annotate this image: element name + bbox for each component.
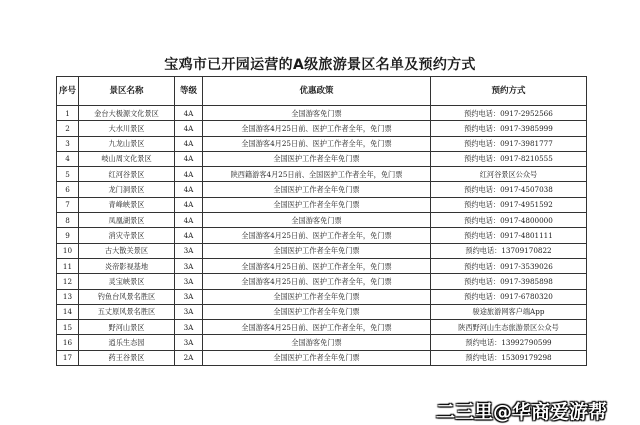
table-row: [57, 151, 587, 166]
row-number: 6: [57, 182, 79, 197]
row-number: 12: [57, 274, 79, 289]
scenic-spot-table: [56, 76, 587, 366]
discount-policy: 全国游客4月25日前、医护工作者全年，免门票: [203, 320, 431, 335]
spot-grade: 4A: [175, 197, 203, 212]
spot-name: 五丈原风景名胜区: [79, 304, 175, 319]
table-row: [57, 258, 587, 273]
row-number: 8: [57, 213, 79, 228]
booking-method: 骏途旅游网客户端App: [431, 304, 587, 319]
spot-name: 龙门洞景区: [79, 182, 175, 197]
table-row: [57, 167, 587, 182]
row-number: 3: [57, 136, 79, 151]
table-row: [57, 320, 587, 335]
row-number: 1: [57, 106, 79, 121]
spot-grade: 4A: [175, 106, 203, 121]
discount-policy: 全国游客4月25日前、医护工作者全年，免门票: [203, 228, 431, 243]
spot-grade: 3A: [175, 335, 203, 350]
booking-method: 预约电话：0917-8210555: [431, 151, 587, 166]
row-number: 14: [57, 304, 79, 319]
booking-method: 预约电话：0917-6780320: [431, 289, 587, 304]
header-policy: 优惠政策: [203, 77, 431, 106]
document-title: 宝鸡市已开园运营的A级旅游景区名单及预约方式: [164, 57, 476, 73]
table-row: [57, 197, 587, 212]
row-number: 10: [57, 243, 79, 258]
spot-grade: 4A: [175, 151, 203, 166]
row-number: 11: [57, 258, 79, 273]
spot-grade: 3A: [175, 320, 203, 335]
table-row: [57, 136, 587, 151]
table-row: [57, 350, 587, 365]
header-grade: 等级: [175, 77, 203, 106]
booking-method: 预约电话：0917-3985898: [431, 274, 587, 289]
booking-method: 预约电话：15309179298: [431, 350, 587, 365]
table-row: [57, 228, 587, 243]
spot-grade: 4A: [175, 167, 203, 182]
discount-policy: 全国游客4月25日前、医护工作者全年，免门票: [203, 258, 431, 273]
spot-name: 岐山周文化景区: [79, 151, 175, 166]
spot-name: 金台大极源文化景区: [79, 106, 175, 121]
row-number: 16: [57, 335, 79, 350]
booking-method: 预约电话：0917-4800000: [431, 213, 587, 228]
booking-method: 预约电话：0917-3539026: [431, 258, 587, 273]
booking-method: 陕西野河山生态旅游景区公众号: [431, 320, 587, 335]
discount-policy: 全国医护工作者全年免门票: [203, 197, 431, 212]
spot-grade: 3A: [175, 304, 203, 319]
row-number: 9: [57, 228, 79, 243]
discount-policy: 全国游客免门票: [203, 213, 431, 228]
spot-name: 消灾寺景区: [79, 228, 175, 243]
spot-grade: 3A: [175, 289, 203, 304]
booking-method: 预约电话：0917-2952566: [431, 106, 587, 121]
spot-name: 古大散关景区: [79, 243, 175, 258]
row-number: 17: [57, 350, 79, 365]
header-name: 景区名称: [79, 77, 175, 106]
row-number: 2: [57, 121, 79, 136]
discount-policy: 全国游客4月25日前、医护工作者全年，免门票: [203, 121, 431, 136]
table-row: [57, 106, 587, 121]
discount-policy: 全国医护工作者全年免门票: [203, 243, 431, 258]
row-number: 15: [57, 320, 79, 335]
spot-name: 凤凰湖景区: [79, 213, 175, 228]
discount-policy: 陕西籍游客4月25日前、全国医护工作者全年，免门票: [203, 167, 431, 182]
spot-name: 九龙山景区: [79, 136, 175, 151]
booking-method: 红河谷景区公众号: [431, 167, 587, 182]
table-row: [57, 304, 587, 319]
discount-policy: 全国游客4月25日前、医护工作者全年，免门票: [203, 274, 431, 289]
header-no: 序号: [57, 77, 79, 106]
row-number: 5: [57, 167, 79, 182]
spot-grade: 2A: [175, 350, 203, 365]
row-number: 13: [57, 289, 79, 304]
spot-grade: 3A: [175, 243, 203, 258]
booking-method: 预约电话：0917-3985999: [431, 121, 587, 136]
spot-name: 野河山景区: [79, 320, 175, 335]
table-row: [57, 243, 587, 258]
spot-grade: 4A: [175, 213, 203, 228]
table-header-row: [57, 77, 587, 106]
booking-method: 预约电话：13992790599: [431, 335, 587, 350]
spot-name: 炎帝影视基地: [79, 258, 175, 273]
booking-method: 预约电话：0917-4951592: [431, 197, 587, 212]
booking-method: 预约电话：0917-4801111: [431, 228, 587, 243]
watermark: 二三里@华商爱游帮: [436, 401, 608, 423]
table-row: [57, 182, 587, 197]
spot-name: 逍乐生态园: [79, 335, 175, 350]
discount-policy: 全国医护工作者全年免门票: [203, 304, 431, 319]
spot-name: 红河谷景区: [79, 167, 175, 182]
spot-grade: 4A: [175, 136, 203, 151]
table-row: [57, 213, 587, 228]
booking-method: 预约电话：13709170822: [431, 243, 587, 258]
booking-method: 预约电话：0917-4507038: [431, 182, 587, 197]
header-booking: 预约方式: [431, 77, 587, 106]
spot-name: 药王谷景区: [79, 350, 175, 365]
spot-name: 灵宝峡景区: [79, 274, 175, 289]
table-row: [57, 274, 587, 289]
row-number: 7: [57, 197, 79, 212]
discount-policy: 全国医护工作者全年免门票: [203, 182, 431, 197]
spot-grade: 4A: [175, 182, 203, 197]
table-body: [57, 106, 587, 366]
table-row: [57, 289, 587, 304]
discount-policy: 全国游客4月25日前、医护工作者全年，免门票: [203, 136, 431, 151]
discount-policy: 全国游客免门票: [203, 106, 431, 121]
spot-grade: 3A: [175, 258, 203, 273]
table-row: [57, 121, 587, 136]
spot-grade: 4A: [175, 121, 203, 136]
spot-name: 青峰峡景区: [79, 197, 175, 212]
discount-policy: 全国游客免门票: [203, 335, 431, 350]
spot-grade: 4A: [175, 228, 203, 243]
discount-policy: 全国医护工作者全年免门票: [203, 350, 431, 365]
discount-policy: 全国医护工作者全年免门票: [203, 289, 431, 304]
discount-policy: 全国医护工作者全年免门票: [203, 151, 431, 166]
table-row: [57, 335, 587, 350]
booking-method: 预约电话：0917-3981777: [431, 136, 587, 151]
spot-name: 大水川景区: [79, 121, 175, 136]
spot-grade: 3A: [175, 274, 203, 289]
row-number: 4: [57, 151, 79, 166]
spot-name: 钓鱼台风景名胜区: [79, 289, 175, 304]
